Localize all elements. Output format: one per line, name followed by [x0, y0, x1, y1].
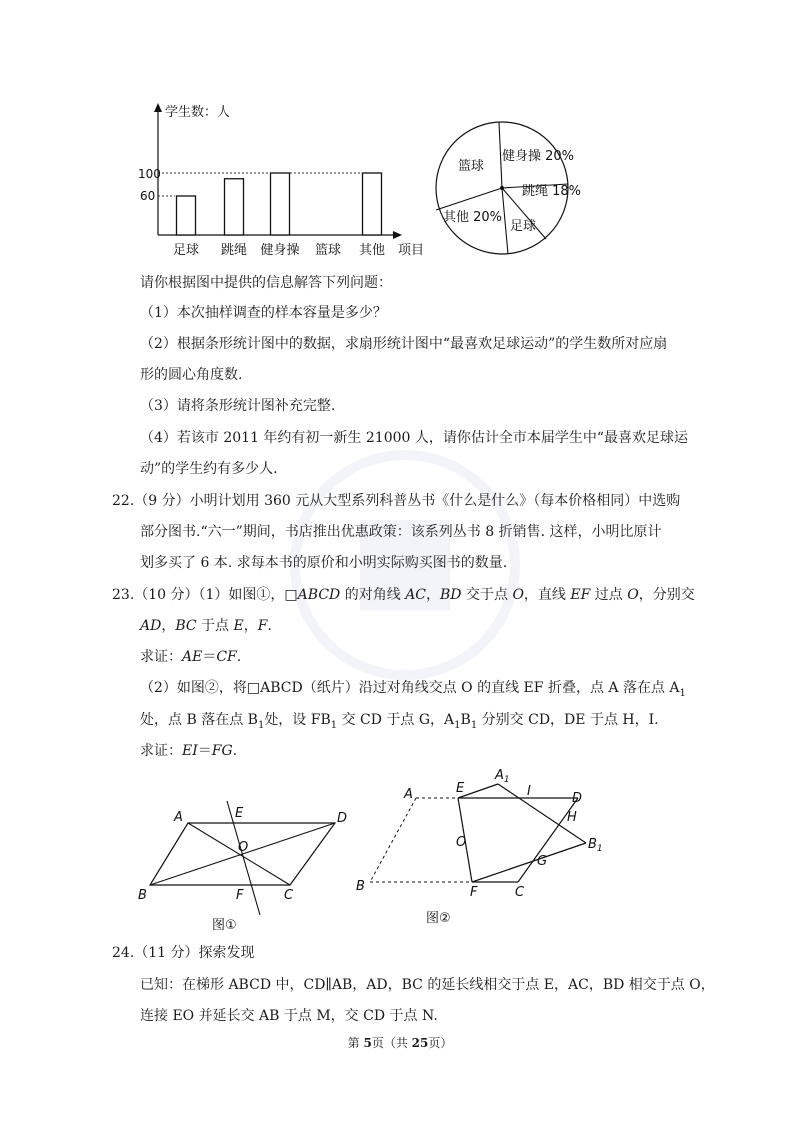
q21-part1: （1）本次抽样调查的样本容量是多少？: [140, 305, 387, 321]
pie-label-aerobics: 健身操 20%: [502, 149, 575, 164]
fig1-caption: 图①: [212, 918, 237, 933]
q21-part2-line2: 形的圆心角度数.: [140, 367, 243, 383]
page-number: 5: [363, 1036, 372, 1050]
fig2-label-o: O: [456, 835, 467, 850]
pie-chart: [430, 118, 590, 268]
fig2-label-h: H: [567, 810, 577, 825]
fig1-label-e: E: [235, 806, 244, 821]
x-tick-label-0: 足球: [172, 243, 200, 258]
pie-label-basketball: 篮球: [458, 159, 485, 174]
fig1-label-d: D: [337, 811, 348, 826]
q23-part2-line2: 处，点 B 落在点 $B_1$处，设 $FB_1$ 交 CD 于点 G，$A_1B_1$ 分别交 CD，DE 于点 H，I.: [140, 712, 659, 731]
page-footer: 第 5页（共 25页）: [347, 1036, 453, 1050]
x-axis-arrow: [393, 231, 402, 239]
fig2-label-b: B: [356, 879, 365, 894]
bar-0: [177, 196, 196, 235]
fig1-label-f: F: [236, 888, 244, 903]
x-axis-label: 项目: [398, 243, 425, 258]
pie-divider-other-basketball: [436, 188, 502, 210]
q22-line3: 划多买了 6 本. 求每本书的原价和小明实际购买图书的数量.: [140, 555, 508, 571]
figure-2: [350, 765, 620, 935]
seg-fb1: [472, 843, 586, 882]
q24-line3: 连接 EO 并延长交 AB 于点 M，交 CD 于点 N.: [140, 1008, 438, 1024]
bar-1: [225, 179, 244, 235]
y-axis-arrow: [154, 103, 162, 112]
x-tick-label-2: 健身操: [260, 243, 300, 258]
q21-part4-line2: 动”的学生约有多少人.: [140, 461, 278, 477]
pie-label-football: 足球: [510, 219, 537, 234]
q23-line2: AD，BC 于点 E，F.: [140, 618, 272, 634]
q23-line1: 23.（10 分）（1）如图①，□ABCD 的对角线 AC，BD 交于点 O，直线 EF 过点 O，分别交: [112, 587, 695, 603]
pie-center: [500, 186, 504, 190]
bar-chart: [135, 100, 435, 265]
fig1-label-b: B: [138, 888, 147, 903]
q21-part3: （3）请将条形统计图补充完整.: [140, 398, 336, 414]
fig1-label-c: C: [284, 888, 294, 903]
x-tick-label-3: 篮球: [314, 243, 342, 258]
pie-divider-football-other: [502, 188, 508, 254]
y-tick-100: 100: [138, 167, 161, 181]
fig2-caption: 图②: [426, 911, 451, 926]
fig2-label-a: A: [404, 787, 413, 802]
q22-line1: 22.（9 分）小明计划用 360 元从大型系列科普丛书《什么是什么》（每本价格相同）中选购: [112, 493, 681, 509]
q21-part4-line1: （4）若该市 2011 年约有初一新生 21000 人，请你估计全市本届学生中“最喜欢足球运: [140, 430, 689, 446]
pie-label-rope: 跳绳 18%: [522, 184, 582, 199]
bar-2: [271, 173, 290, 235]
fig2-label-d: D: [572, 791, 583, 806]
pie-label-other: 其他 20%: [443, 210, 503, 225]
fig2-label-e: E: [456, 781, 465, 796]
fig1-label-a: A: [174, 810, 183, 825]
q23-proof2: 求证：EI＝FG.: [140, 743, 238, 759]
page-total: 25: [411, 1036, 429, 1050]
fig2-label-g: G: [537, 854, 548, 869]
q22-line2: 部分图书.“六一”期间，书店推出优惠政策：该系列丛书 8 折销售. 这样，小明比原计: [140, 524, 662, 540]
dashed-ab: [370, 798, 416, 882]
fig2-label-f: F: [470, 885, 478, 900]
bar-4: [363, 173, 382, 235]
figure-1: [130, 795, 360, 945]
x-tick-label-1: 跳绳: [220, 243, 248, 258]
q21-part2-line1: （2）根据条形统计图中的数据，求扇形统计图中“最喜欢足球运动”的学生数所对应扇: [140, 336, 668, 352]
y-tick-60: 60: [140, 189, 156, 203]
q24-line1: 24.（11 分）探索发现: [112, 945, 255, 961]
q24-line2: 已知：在梯形 ABCD 中，CD∥AB，AD，BC 的延长线相交于点 E，AC，BD 相交于点 O，: [140, 977, 715, 993]
q23-part2-line1: （2）如图②，将□ABCD（纸片）沿过对角线交点 O 的直线 EF 折叠，点 A 落在点 $A_1$: [140, 680, 686, 699]
fig2-label-a1: $A_1$: [495, 768, 510, 785]
x-tick-label-4: 其他: [358, 243, 386, 258]
fig2-label-i: I: [527, 784, 531, 799]
fig1-label-o: O: [238, 840, 249, 855]
q23-proof1: 求证：AE＝CF.: [140, 649, 242, 665]
fig2-label-c: C: [515, 885, 525, 900]
fig2-label-b1: $B_1$: [588, 837, 603, 854]
q21-intro: 请你根据图中提供的信息解答下列问题：: [140, 275, 392, 291]
y-axis-label: 学生数：人: [165, 105, 231, 120]
